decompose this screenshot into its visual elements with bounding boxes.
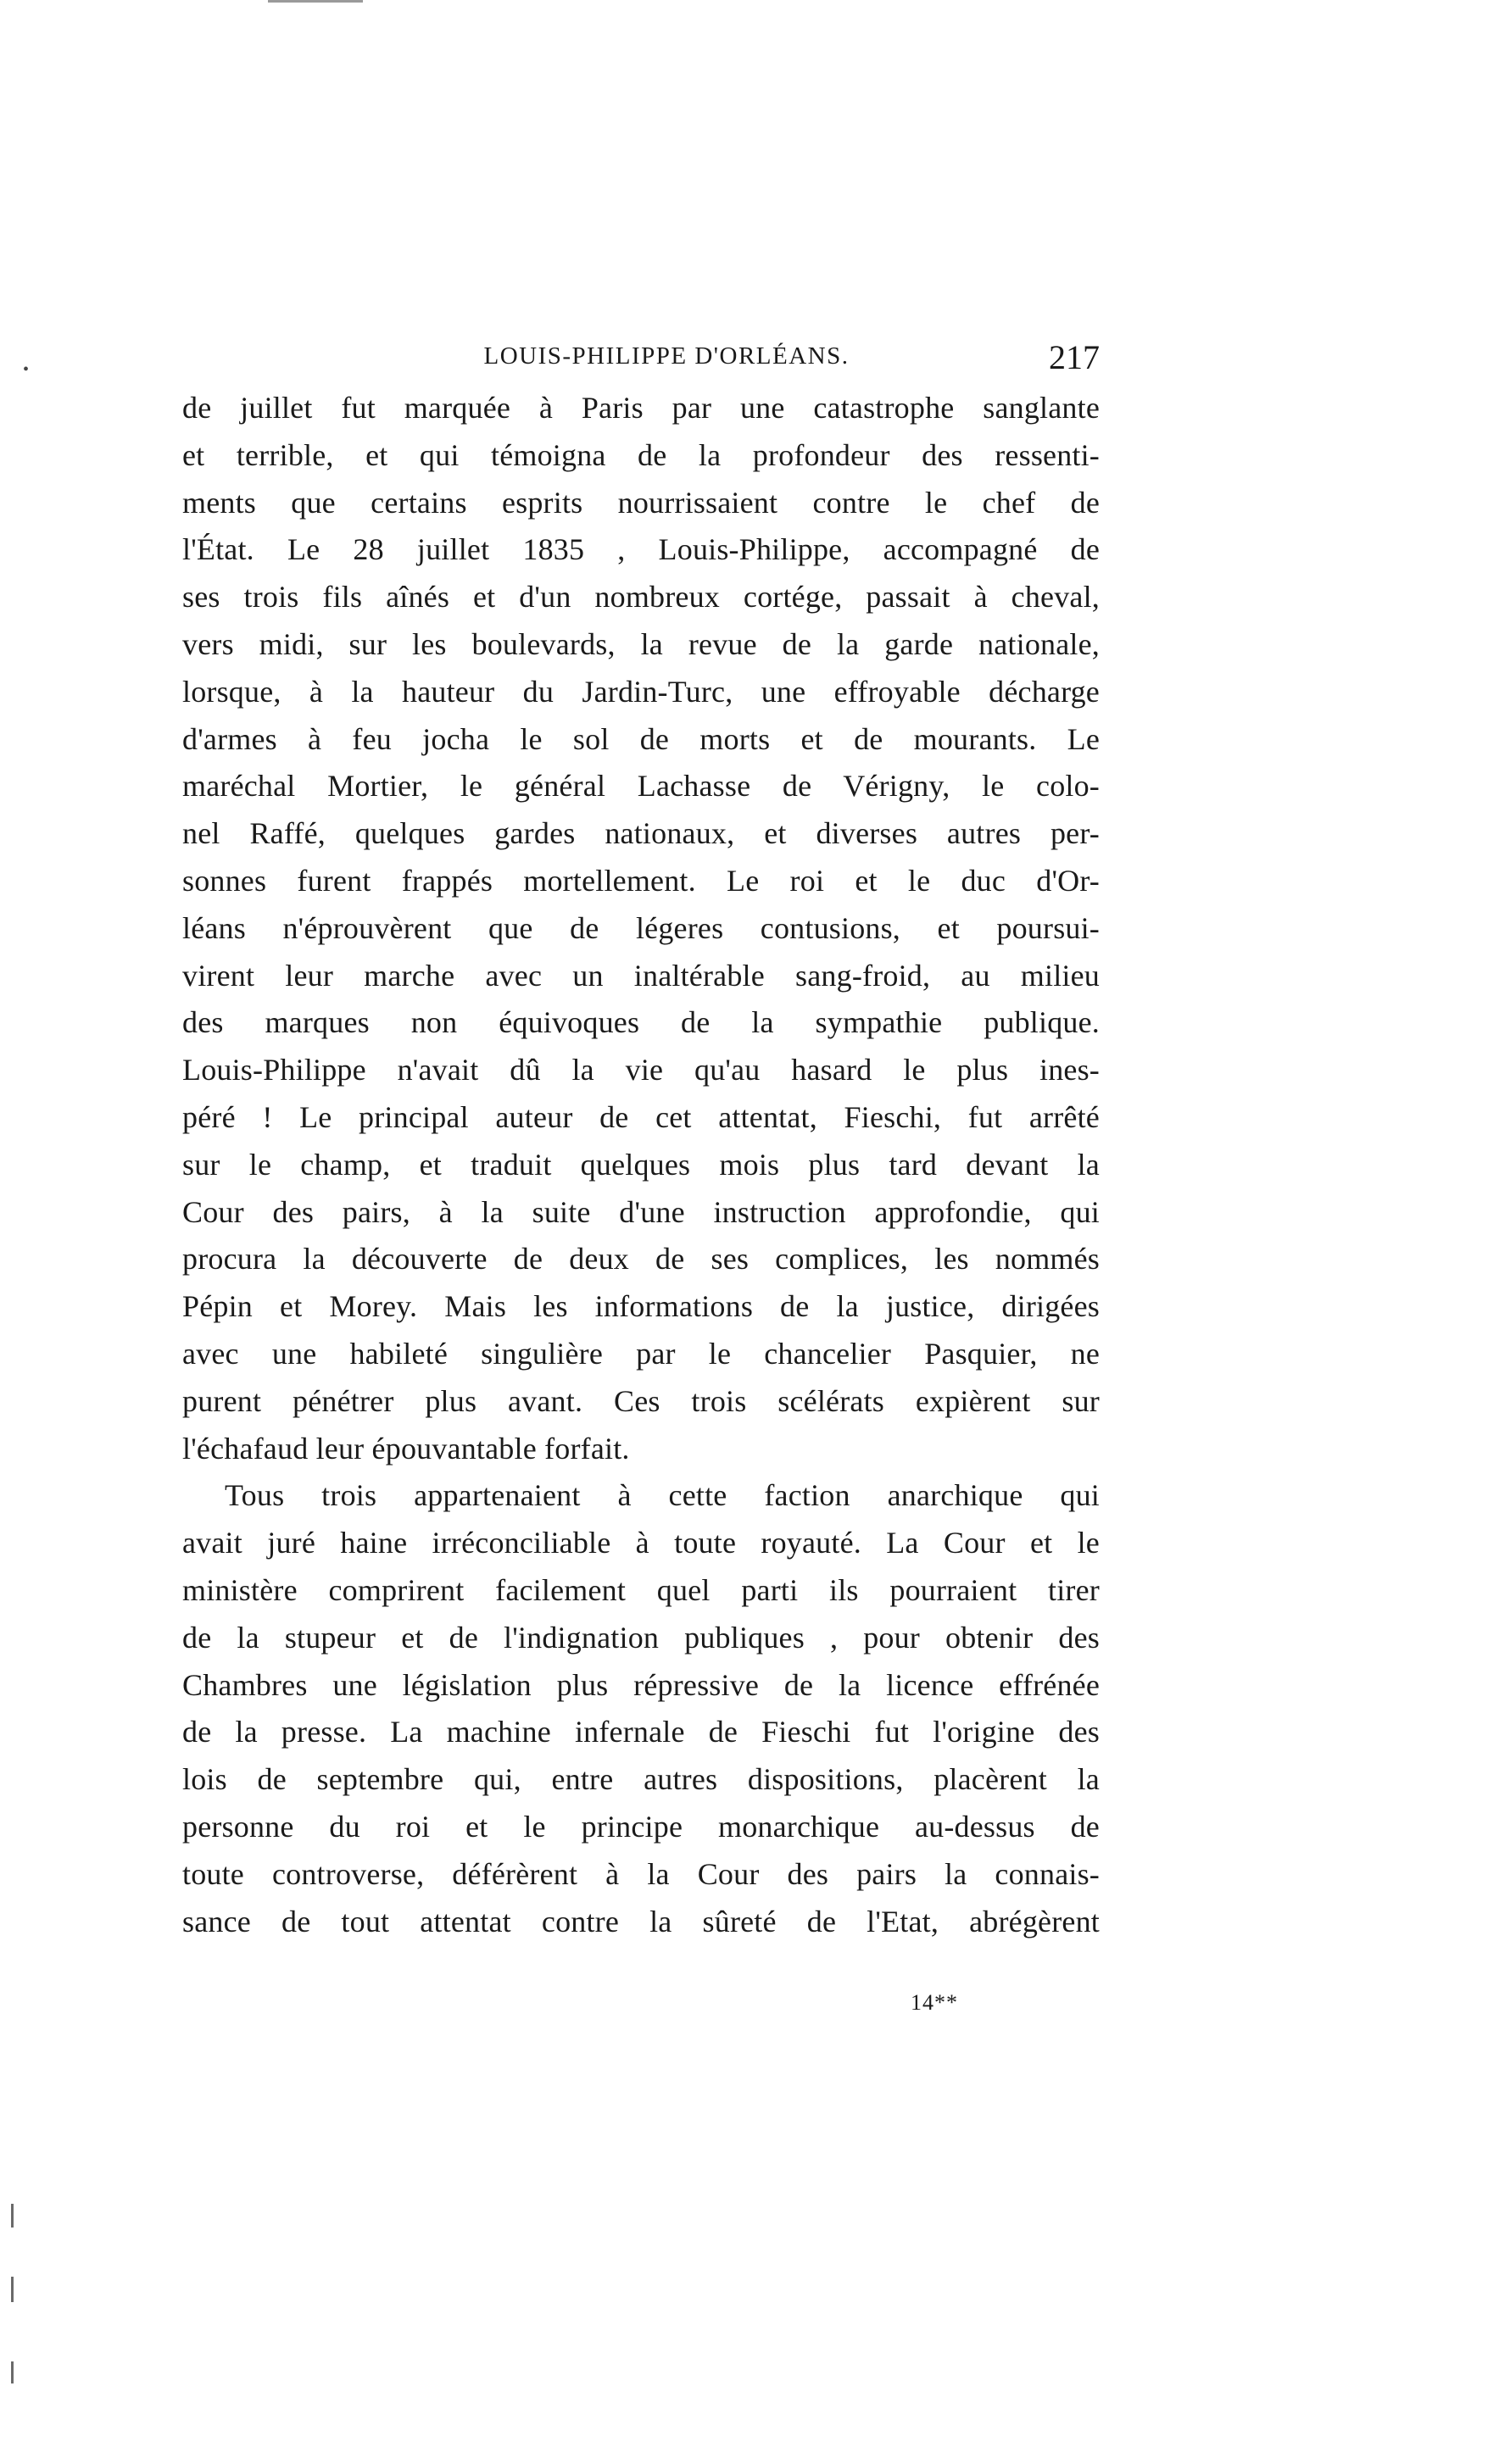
- text-line: Louis-Philippe n'avait dû la vie qu'au hasard le plus ines-: [182, 1053, 1100, 1087]
- page-number: 217: [1049, 338, 1100, 376]
- text-line: nel Raffé, quelques gardes nationaux, et diverses autres per-: [182, 816, 1100, 851]
- text-line: Chambres une législation plus répressive de la licence effrénée: [182, 1667, 1100, 1702]
- text-line: sonnes furent frappés mortellement. Le roi et le duc d'Or-: [182, 863, 1100, 898]
- text-line: maréchal Mortier, le général Lachasse de Vérigny, le colo-: [182, 769, 1100, 804]
- text-line: léans n'éprouvèrent que de légeres contusions, et poursui-: [182, 910, 1100, 945]
- text-line: de la stupeur et de l'indignation publiques , pour obtenir des: [182, 1620, 1100, 1655]
- text-line: toute controverse, déférèrent à la Cour des pairs la connais-: [182, 1856, 1100, 1891]
- text-line: et terrible, et qui témoigna de la profondeur des ressenti-: [182, 437, 1100, 472]
- text-line: Cour des pairs, à la suite d'une instruction approfondie, qui: [182, 1194, 1100, 1229]
- body-text: [182, 385, 1100, 1945]
- text-line: des marques non équivoques de la sympathie publique.: [182, 1005, 1100, 1040]
- text-line: ministère comprirent facilement quel parti ils pourraient tirer: [182, 1572, 1100, 1607]
- margin-tick: [11, 2277, 14, 2302]
- margin-tick: [11, 2204, 14, 2228]
- text-line: l'État. Le 28 juillet 1835 , Louis-Philippe, accompagné de: [182, 532, 1100, 567]
- text-line: virent leur marche avec un inaltérable sang-froid, au milieu: [182, 958, 1100, 993]
- text-line: Pépin et Morey. Mais les informations de la justice, dirigées: [182, 1289, 1100, 1324]
- text-line: avait juré haine irréconciliable à toute royauté. La Cour et le: [182, 1526, 1100, 1560]
- text-line: péré ! Le principal auteur de cet attentat, Fieschi, fut arrêté: [182, 1099, 1100, 1134]
- text-line: personne du roi et le principe monarchique au-dessus de: [182, 1809, 1100, 1844]
- text-line: sur le champ, et traduit quelques mois plus tard devant la: [182, 1147, 1100, 1182]
- text-line: ses trois fils aînés et d'un nombreux cortége, passait à cheval,: [182, 580, 1100, 615]
- margin-tick: [11, 2361, 14, 2383]
- text-line: vers midi, sur les boulevards, la revue de la garde nationale,: [182, 626, 1100, 661]
- running-head: [182, 337, 1100, 380]
- text-line: d'armes à feu jocha le sol de morts et de mourants. Le: [182, 721, 1100, 756]
- text-line: Tous trois appartenaient à cette faction anarchique qui: [225, 1478, 1100, 1513]
- running-title: LOUIS-PHILIPPE D'ORLÉANS.: [483, 342, 850, 370]
- text-line: procura la découverte de deux de ses complices, les nommés: [182, 1242, 1100, 1276]
- text-line: avec une habileté singulière par le chancelier Pasquier, ne: [182, 1336, 1100, 1371]
- top-edge-rule: [268, 0, 363, 3]
- margin-dot-mark: •: [23, 360, 30, 379]
- signature-mark: 14**: [911, 1990, 958, 2015]
- text-line: l'échafaud leur épouvantable forfait.: [182, 1431, 630, 1466]
- text-line: sance de tout attentat contre la sûreté de l'Etat, abrégèrent: [182, 1904, 1100, 1938]
- text-line: lois de septembre qui, entre autres dispositions, placèrent la: [182, 1762, 1100, 1797]
- text-line: de juillet fut marquée à Paris par une catastrophe sanglante: [182, 391, 1100, 425]
- text-line: ments que certains esprits nourrissaient contre le chef de: [182, 485, 1100, 520]
- text-line: de la presse. La machine infernale de Fieschi fut l'origine des: [182, 1715, 1100, 1749]
- text-line: purent pénétrer plus avant. Ces trois scélérats expièrent sur: [182, 1383, 1100, 1418]
- text-line: lorsque, à la hauteur du Jardin-Turc, une effroyable décharge: [182, 674, 1100, 709]
